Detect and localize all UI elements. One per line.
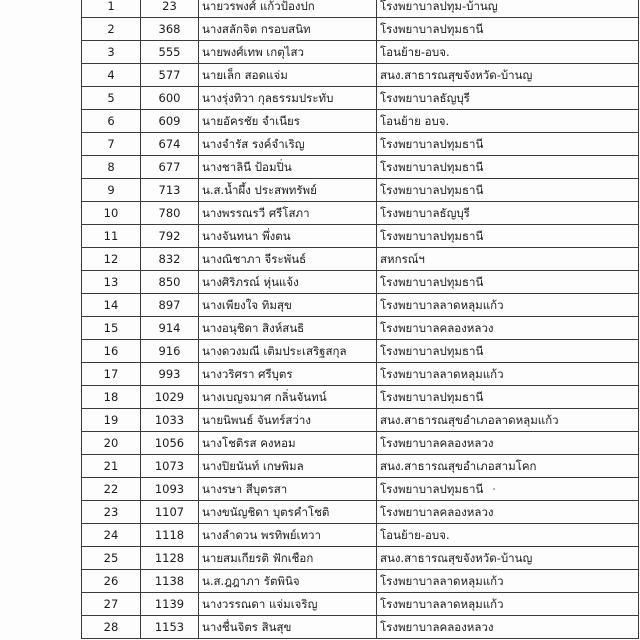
member-id-cell: 609 — [141, 110, 199, 133]
table-row — [82, 271, 639, 294]
member-id-cell: 780 — [141, 202, 199, 225]
member-name-cell: นางเพียงใจ ทิมสุข — [199, 294, 377, 317]
row-number-cell: 17 — [82, 363, 141, 386]
member-name-cell: นายอัครชัย จำเนียร — [199, 110, 377, 133]
member-name-cell: นางรุ่งทิวา กุลธรรมประทับ — [199, 87, 377, 110]
row-number-cell: 6 — [82, 110, 141, 133]
table-row — [82, 41, 639, 64]
table-row — [82, 156, 639, 179]
member-name-cell: นางดวงมณี เติมประเสริฐสกุล — [199, 340, 377, 363]
row-number-cell: 3 — [82, 41, 141, 64]
workplace-cell: โรงพยาบาลลาดหลุมแก้ว — [377, 593, 639, 616]
member-name-cell: นายเล็ก สอดแจ่ม — [199, 64, 377, 87]
table-row — [82, 248, 639, 271]
member-id-cell: 1073 — [141, 455, 199, 478]
table-row — [82, 593, 639, 616]
workplace-cell: สนง.สาธารณสุขจังหวัด-บ้านญ — [377, 64, 639, 87]
member-name-cell: นางเบญจมาศ กลิ่นจันทน์ — [199, 386, 377, 409]
member-name-cell: น.ส.ฎฎาภา รัตพินิจ — [199, 570, 377, 593]
member-id-cell: 1128 — [141, 547, 199, 570]
member-id-cell: 914 — [141, 317, 199, 340]
row-number-cell: 26 — [82, 570, 141, 593]
row-number-cell: 25 — [82, 547, 141, 570]
member-id-cell: 1153 — [141, 616, 199, 639]
workplace-cell: โรงพยาบาลปทุมธานี — [377, 340, 639, 363]
member-name-cell: นางจันทนา พึ่งตน — [199, 225, 377, 248]
roster-table — [81, 0, 639, 639]
member-id-cell: 993 — [141, 363, 199, 386]
workplace-cell: โอนย้าย-อบจ. — [377, 524, 639, 547]
row-number-cell: 27 — [82, 593, 141, 616]
row-number-cell: 18 — [82, 386, 141, 409]
row-number-cell: 10 — [82, 202, 141, 225]
row-number-cell: 19 — [82, 409, 141, 432]
member-id-cell: 897 — [141, 294, 199, 317]
row-number-cell: 11 — [82, 225, 141, 248]
row-number-cell: 13 — [82, 271, 141, 294]
workplace-cell: โรงพยาบาลคลองหลวง — [377, 317, 639, 340]
table-row — [82, 179, 639, 202]
table-row — [82, 616, 639, 639]
table-row — [82, 225, 639, 248]
table-row — [82, 524, 639, 547]
workplace-cell: โอนย้าย-อบจ. — [377, 41, 639, 64]
row-number-cell: 23 — [82, 501, 141, 524]
workplace-cell: โรงพยาบาลปทุมธานี — [377, 156, 639, 179]
workplace-cell: โรงพยาบาลปทุมธานี — [377, 225, 639, 248]
workplace-cell: โรงพยาบาลปทุมธานี — [377, 271, 639, 294]
member-id-cell: 1139 — [141, 593, 199, 616]
workplace-cell: โรงพยาบาลธัญบุรี — [377, 202, 639, 225]
workplace-cell: สนง.สาธารณสุขอำเภอลาดหลุมแก้ว — [377, 409, 639, 432]
workplace-cell: สนง.สาธารณสุขอำเภอสามโคก — [377, 455, 639, 478]
member-id-cell: 577 — [141, 64, 199, 87]
member-name-cell: นางณิชาภา จีระพันธ์ — [199, 248, 377, 271]
member-id-cell: 1107 — [141, 501, 199, 524]
row-number-cell: 22 — [82, 478, 141, 501]
workplace-cell: โรงพยาบาลปทุมธานี — [377, 478, 639, 501]
member-name-cell: นางรษา สีบุตรสา — [199, 478, 377, 501]
workplace-cell: โรงพยาบาลลาดหลุมแก้ว — [377, 363, 639, 386]
row-number-cell: 9 — [82, 179, 141, 202]
row-number-cell: 15 — [82, 317, 141, 340]
member-id-cell: 713 — [141, 179, 199, 202]
table-row — [82, 478, 639, 501]
member-id-cell: 555 — [141, 41, 199, 64]
member-name-cell: นางพรรณรวี ศรีโสภา — [199, 202, 377, 225]
workplace-cell: โรงพยาบาลธัญบุรี — [377, 87, 639, 110]
row-number-cell: 14 — [82, 294, 141, 317]
workplace-cell: โรงพยาบาลคลองหลวง — [377, 432, 639, 455]
table-row — [82, 0, 639, 18]
member-name-cell: นางชื่นจิตร สินสุข — [199, 616, 377, 639]
table-row — [82, 202, 639, 225]
workplace-cell: โรงพยาบาลคลองหลวง — [377, 501, 639, 524]
table-row — [82, 110, 639, 133]
member-name-cell: นางจำรัส รงค์จำเริญ — [199, 133, 377, 156]
member-name-cell: นางศิริภรณ์ หุ่นแจ้ง — [199, 271, 377, 294]
member-name-cell: นางลำดวน พรทิพย์เทวา — [199, 524, 377, 547]
member-name-cell: นางสลักจิต กรอบสนิท — [199, 18, 377, 41]
member-id-cell: 674 — [141, 133, 199, 156]
table-row — [82, 570, 639, 593]
workplace-cell: โรงพยาบาลปทุมธานี — [377, 133, 639, 156]
member-id-cell: 792 — [141, 225, 199, 248]
member-id-cell: 832 — [141, 248, 199, 271]
table-row — [82, 547, 639, 570]
row-number-cell: 20 — [82, 432, 141, 455]
member-id-cell: 916 — [141, 340, 199, 363]
workplace-cell: โรงพยาบาลคลองหลวง — [377, 616, 639, 639]
member-name-cell: นางวรรณดา แจ่มเจริญ — [199, 593, 377, 616]
member-name-cell: นายวรพงศ์ แก้วป้องปก — [199, 0, 377, 18]
workplace-cell: โรงพยาบาลปทุม-บ้านญ — [377, 0, 639, 18]
member-id-cell: 23 — [141, 0, 199, 18]
row-number-cell: 8 — [82, 156, 141, 179]
member-name-cell: นายพงศ์เทพ เกตุไสว — [199, 41, 377, 64]
member-id-cell: 600 — [141, 87, 199, 110]
member-name-cell: นางขนัญชิดา บุตรคำโชติ — [199, 501, 377, 524]
workplace-cell: โอนย้าย อบจ. — [377, 110, 639, 133]
table-row — [82, 64, 639, 87]
row-number-cell: 21 — [82, 455, 141, 478]
member-id-cell: 1033 — [141, 409, 199, 432]
workplace-cell: สหกรณ์ฯ — [377, 248, 639, 271]
workplace-cell: โรงพยาบาลปทุมธานี — [377, 179, 639, 202]
table-row — [82, 18, 639, 41]
table-row — [82, 455, 639, 478]
row-number-cell: 4 — [82, 64, 141, 87]
table-row — [82, 133, 639, 156]
workplace-cell: โรงพยาบาลลาดหลุมแก้ว — [377, 570, 639, 593]
member-name-cell: นายสมเกียรติ ฟักเชือก — [199, 547, 377, 570]
row-number-cell: 16 — [82, 340, 141, 363]
roster-table-body — [82, 0, 639, 639]
table-row — [82, 87, 639, 110]
member-name-cell: นางโชติรส คงหอม — [199, 432, 377, 455]
workplace-cell: สนง.สาธารณสุขจังหวัด-บ้านญ — [377, 547, 639, 570]
member-id-cell: 1118 — [141, 524, 199, 547]
row-number-cell: 2 — [82, 18, 141, 41]
workplace-cell: โรงพยาบาลปทุมธานี — [377, 386, 639, 409]
member-id-cell: 1093 — [141, 478, 199, 501]
member-id-cell: 1138 — [141, 570, 199, 593]
table-row — [82, 340, 639, 363]
table-row — [82, 432, 639, 455]
member-id-cell: 1029 — [141, 386, 199, 409]
table-row — [82, 386, 639, 409]
table-row — [82, 363, 639, 386]
row-number-cell: 24 — [82, 524, 141, 547]
table-row — [82, 501, 639, 524]
table-row — [82, 317, 639, 340]
scan-speck — [493, 488, 495, 490]
row-number-cell: 5 — [82, 87, 141, 110]
member-name-cell: นางปิยนันท์ เกษพิมล — [199, 455, 377, 478]
table-row — [82, 409, 639, 432]
member-name-cell: น.ส.น้ำผึ้ง ประสพทรัพย์ — [199, 179, 377, 202]
workplace-cell: โรงพยาบาลปทุมธานี — [377, 18, 639, 41]
row-number-cell: 7 — [82, 133, 141, 156]
member-name-cell: นางวริศรา ศรีบุตร — [199, 363, 377, 386]
row-number-cell: 12 — [82, 248, 141, 271]
row-number-cell: 28 — [82, 616, 141, 639]
workplace-cell: โรงพยาบาลลาดหลุมแก้ว — [377, 294, 639, 317]
member-name-cell: นางอนุชิดา สิงห์สนธิ — [199, 317, 377, 340]
member-name-cell: นางชาลินี ป้อมปิ่น — [199, 156, 377, 179]
member-id-cell: 677 — [141, 156, 199, 179]
member-name-cell: นายนิพนธ์ จันทร์สว่าง — [199, 409, 377, 432]
row-number-cell: 1 — [82, 0, 141, 18]
member-id-cell: 850 — [141, 271, 199, 294]
member-id-cell: 1056 — [141, 432, 199, 455]
table-row — [82, 294, 639, 317]
member-id-cell: 368 — [141, 18, 199, 41]
